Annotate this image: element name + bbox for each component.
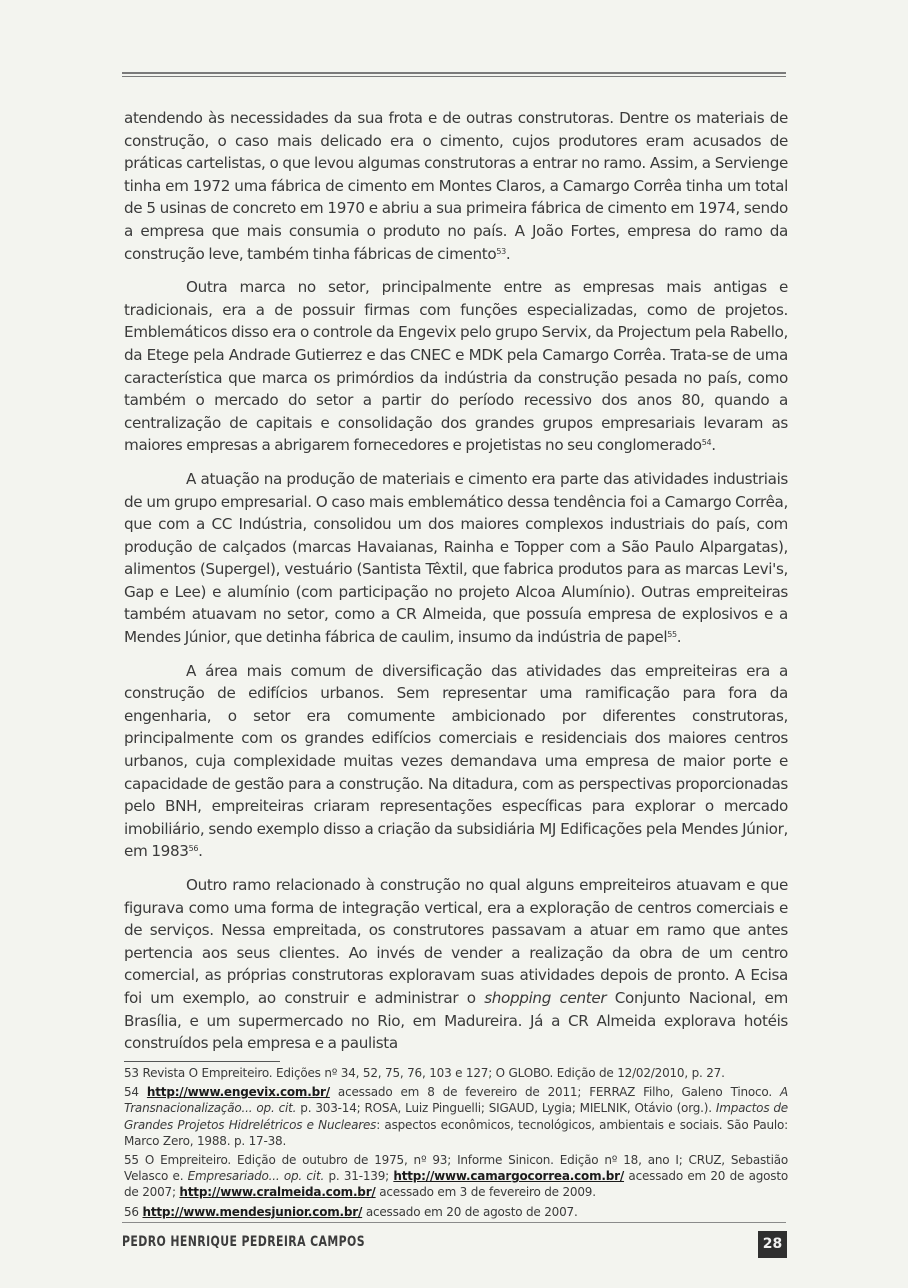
paragraph-end: . bbox=[676, 628, 682, 647]
paragraph-end: . bbox=[198, 842, 203, 861]
paragraph-text: Outro ramo relacionado à construção no qual alguns empreiteiros atuavam e que figurava como uma forma de integração vertical, era a exploração de centros comerciais e de serviços. Nessa empreitada, os construtores passavam a atuar em ramo que antes pertencia aos seus clientes. Ao invés de vender a realização da obra de um centro comercial, as próprias construtoras exploravam suas atividades depois de pronto. A Ecisa foi um exemplo, ao construir e administrar o bbox=[124, 876, 788, 1007]
paragraph-text: Conjunto Nacional, em Brasília, e um supermercado no Rio, em Madureira. Já a CR Almeida explorava hotéis construídos pela empresa e a paulista bbox=[124, 988, 788, 1053]
footnote-55 bbox=[124, 1152, 788, 1201]
author-name: PEDRO HENRIQUE PEDREIRA CAMPOS bbox=[122, 1234, 365, 1250]
footnote-54 bbox=[124, 1084, 788, 1149]
footnote-italic: Empresariado... op. cit. bbox=[187, 1169, 325, 1184]
cralmeida-link[interactable]: http://www.cralmeida.com.br/ bbox=[179, 1185, 376, 1200]
footnote-text: 53 Revista O Empreiteiro. Edições nº 34, 52, 75, 76, 103 e 127; O GLOBO. Edição de 12/02/2010, p. 27. bbox=[124, 1066, 725, 1080]
camargocorrea-link[interactable]: http://www.camargocorrea.com.br/ bbox=[393, 1169, 625, 1184]
footnote-reference[interactable]: 54 bbox=[701, 438, 712, 448]
paragraph-text: Outra marca no setor, principalmente entre as empresas mais antigas e tradicionais, era a de possuir firmas com funções especializadas, como de projetos. Emblemáticos disso era o controle da Engevix pelo grupo Servix, da Projectum pela Rabello, da Etege pela Andrade Gutierrez e das CNEC e MDK pela Camargo Corrêa. Trata-se de uma característica que marca os primórdios da indústria da construção pesada no país, como também o mercado do setor a partir do período recessivo dos anos 80, quando a centralização de capitais e consolidação dos grandes grupos empresariais levaram as maiores empresas a abrigarem fornecedores e projetistas no seu conglomerado bbox=[124, 278, 788, 455]
footnote-reference[interactable]: 53 bbox=[496, 246, 506, 256]
engevix-link[interactable]: http://www.engevix.com.br/ bbox=[146, 1085, 330, 1100]
paragraph-text: A atuação na produção de materiais e cimento era parte das atividades industriais de um grupo empresarial. O caso mais emblemático dessa tendência foi a Camargo Corrêa, que com a CC Indústria, consolidou um dos maiores complexos industriais do país, com produção de calçados (marcas Havaianas, Rainha e Topper com a São Paulo Alpargatas), alimentos (Supergel), vestuário (Santista Têxtil, que fabrica produtos para as marcas Levi's, Gap e Lee) e alumínio (com participação no projeto Alcoa Alumínio). Outras empreiteiras também atuavam no setor, como a CR Almeida, que possuía empresa de explosivos e a Mendes Júnior, que detinha fábrica de caulim, insumo da indústria de papel bbox=[124, 469, 788, 647]
paragraph bbox=[124, 107, 788, 265]
footnote-italic: A Transnacionalização... op. cit. bbox=[124, 1085, 789, 1116]
footnote-italic: Impactos de Grandes Projetos Hidrelétricos e Nucleares bbox=[124, 1101, 788, 1132]
footnote-text: p. 303-14; ROSA, Luiz Pinguelli; SIGAUD, Lygia; MIELNIK, Otávio (org.). bbox=[296, 1101, 716, 1116]
footnote-text: p. 31-139; bbox=[324, 1169, 394, 1184]
footnote-53 bbox=[124, 1065, 788, 1081]
footnote-number: 56 bbox=[124, 1204, 143, 1219]
footnote-text: acessado em 3 de fevereiro de 2009. bbox=[375, 1185, 596, 1200]
mendesjunior-link[interactable]: http://www.mendesjunior.com.br/ bbox=[142, 1204, 363, 1219]
paragraph bbox=[124, 468, 788, 649]
footer-rule bbox=[122, 1222, 786, 1223]
footnote-56 bbox=[124, 1204, 788, 1220]
footnote-separator bbox=[124, 1061, 280, 1062]
footnote-text: acessado em 8 de fevereiro de 2011; FERRAZ Filho, Galeno Tinoco. bbox=[329, 1085, 780, 1100]
italic-term: shopping center bbox=[484, 988, 607, 1007]
footnote-text: acessado em 20 de agosto de 2007. bbox=[362, 1204, 578, 1219]
footnotes bbox=[124, 1065, 788, 1223]
footnote-reference[interactable]: 55 bbox=[667, 630, 677, 640]
page-number: 28 bbox=[758, 1231, 787, 1258]
footnote-text: : aspectos econômicos, tecnológicos, ambientais e sociais. São Paulo: Marco Zero, 1988. p. 17-38. bbox=[124, 1117, 788, 1148]
paragraph-text: atendendo às necessidades da sua frota e de outras construtoras. Dentre os materiais de construção, o caso mais delicado era o cimento, cujos produtores eram acusados de práticas cartelistas, o que levou algumas construtoras a entrar no ramo. Assim, a Servienge tinha em 1972 uma fábrica de cimento em Montes Claros, a Camargo Corrêa tinha um total de 5 usinas de concreto em 1970 e abriu a sua primeira fábrica de cimento em 1974, sendo a empresa que mais consumia o produto no país. A João Fortes, empresa do ramo da construção leve, também tinha fábricas de cimento bbox=[124, 109, 788, 263]
paragraph-text: A área mais comum de diversificação das atividades das empreiteiras era a construção de edifícios urbanos. Sem representar uma ramificação para fora da engenharia, o setor era comumente ambicionado por diferentes construtoras, principalmente com os grandes edifícios comerciais e residenciais dos maiores centros urbanos, cuja complexidade muitas vezes demandava uma empresa de maior porte e capacidade de gestão para a construção. Na ditadura, com as perspectivas proporcionadas pelo BNH, empreiteiras criaram representações específicas para explorar o mercado imobiliário, sendo exemplo disso a criação da subsidiária MJ Edificações pela Mendes Júnior, em 1983 bbox=[124, 661, 788, 861]
paragraph-end: . bbox=[505, 244, 511, 263]
footnote-text: acessado em 20 de agosto de 2007; bbox=[124, 1169, 788, 1200]
paragraph-end: . bbox=[711, 436, 716, 455]
footnote-text: 55 O Empreiteiro. Edição de outubro de 1975, nº 93; Informe Sinicon. Edição nº 18, ano I; CRUZ, Sebastião Velasco e. bbox=[124, 1153, 788, 1184]
body-text bbox=[124, 107, 788, 1066]
paragraph bbox=[124, 874, 788, 1055]
footnote-reference[interactable]: 56 bbox=[188, 844, 199, 854]
paragraph bbox=[124, 276, 788, 457]
paragraph bbox=[124, 660, 788, 863]
header-rule bbox=[122, 72, 786, 77]
footnote-number: 54 bbox=[124, 1085, 147, 1100]
